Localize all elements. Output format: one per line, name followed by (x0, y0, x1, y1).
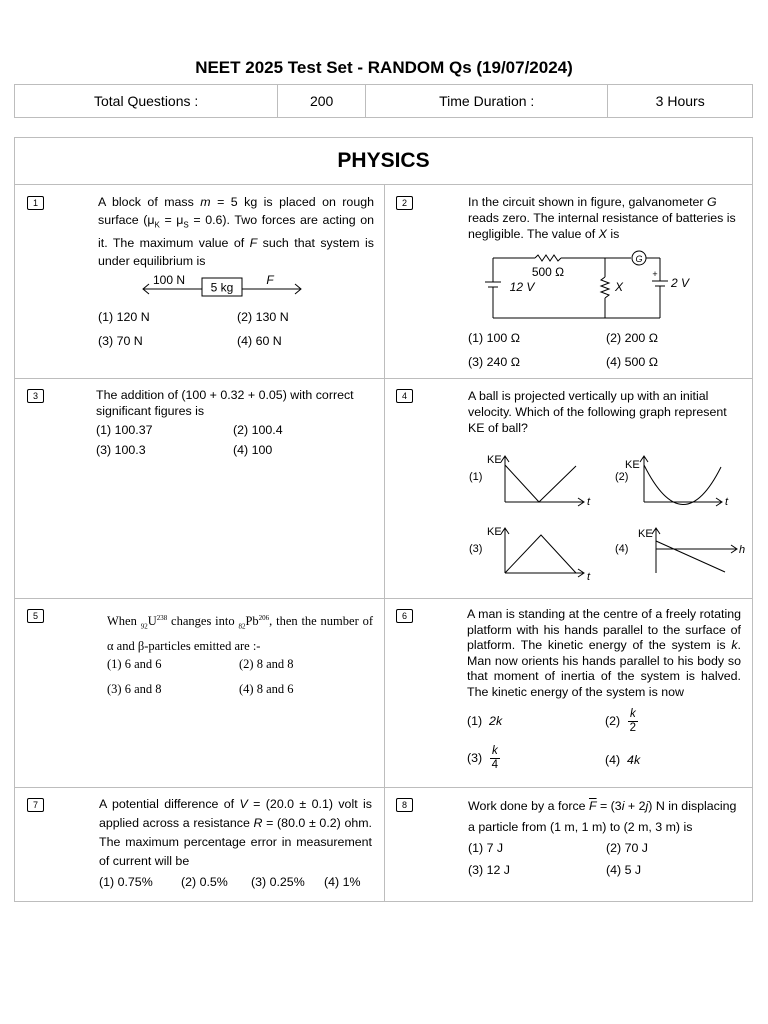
option-3: (3) 0.25% (251, 875, 305, 889)
option-2: (2) 8 and 8 (239, 657, 294, 671)
graph-4-label: (4) (615, 543, 629, 555)
graph-4-ylabel: KE (638, 528, 653, 540)
graph-3-label: (3) (469, 543, 483, 555)
option-1: (1) 120 N (98, 310, 150, 324)
unknown-resistor-label: X (614, 280, 624, 294)
column-divider (384, 185, 385, 901)
option-3: (3) 240 Ω (468, 355, 520, 369)
time-duration-value: 3 Hours (655, 93, 705, 109)
option-1: (1) 0.75% (99, 875, 153, 889)
option-1: (1) 2k (467, 714, 503, 728)
question-text: The addition of (100 + 0.32 + 0.05) with correct significant figures is (96, 388, 354, 418)
question-number: 1 (27, 196, 44, 210)
total-questions-value: 200 (278, 85, 366, 117)
row-divider (15, 378, 752, 379)
question-text: In the circuit shown in figure, galvanometer G reads zero. The internal resistance of batteries is negligible. The value of X is (468, 195, 736, 241)
row-divider (15, 598, 752, 599)
option-4: (4) 8 and 6 (239, 682, 294, 696)
question-text: Work done by a force $\overline{F} = (3i + 2j)$ N in displacing a particle from (1 m, 1 m) to (2 m, 3 m) is (468, 799, 737, 834)
row-divider (15, 787, 752, 788)
question-text: A ball is projected vertically up with an initial velocity. Which of the following graph represent KE of ball? (468, 389, 727, 435)
option-3: (3) 12 J (468, 863, 511, 877)
graph-1-xlabel: t (587, 496, 591, 508)
question-text: When $_{92}U^{238}$ changes into $_{82}Pb^{206}$, then the number of α and β-particles emitted are :- (107, 614, 373, 653)
plus-sign: + (652, 269, 658, 279)
option-3: (3) 70 N (98, 334, 143, 348)
option-3: (3) 6 and 8 (107, 682, 162, 696)
option-2: (2) $\frac{k}{2}$ (605, 708, 637, 734)
option-1: (1) 6 and 6 (107, 657, 162, 671)
block-label: 5 kg (210, 280, 234, 295)
graph-1-label: (1) (469, 471, 483, 483)
option-1: (1) 100.37 (96, 423, 153, 437)
option-3: (3) 100.3 (96, 443, 146, 457)
question-number: 2 (396, 196, 413, 210)
graph-2-label: (2) (615, 471, 629, 483)
option-4: (4) 4k (605, 753, 641, 767)
question-number: 7 (27, 798, 44, 812)
right-force-label: F (266, 273, 274, 287)
left-force-label: 100 N (152, 273, 186, 287)
question-sheet (14, 137, 753, 902)
option-4: (4) 60 N (237, 334, 282, 348)
option-1: (1) 100 Ω (468, 331, 520, 345)
option-4: (4) 5 J (606, 863, 642, 877)
option-1: (1) 7 J (468, 841, 504, 855)
graph-2-ylabel: KE (625, 459, 640, 471)
question-number: 4 (396, 389, 413, 403)
graph-2-xlabel: t (725, 496, 729, 508)
option-2: (2) 0.5% (181, 875, 228, 889)
question-text: A block of mass m = 5 kg is placed on rough surface $(\mu_K = \mu_S = 0.6)$. Two forces are acting on it. The maximum value of F such that system is under equilibrium is (98, 195, 374, 269)
question-number: 6 (396, 609, 413, 623)
graph-3-xlabel: t (587, 571, 591, 583)
option-2: (2) 130 N (237, 310, 289, 324)
battery-1-label: 12 V (509, 280, 535, 294)
forces-on-block-diagram (141, 272, 303, 302)
page-title: NEET 2025 Test Set - RANDOM Qs (19/07/2024) (195, 58, 573, 77)
total-questions-label: Total Questions : (15, 85, 278, 117)
option-2: (2) 100.4 (233, 423, 283, 437)
question-number: 3 (27, 389, 44, 403)
option-4: (4) 500 Ω (606, 355, 658, 369)
graph-4-xlabel: h (739, 544, 746, 556)
ke-graph-options (463, 443, 746, 588)
option-2: (2) 70 J (606, 841, 649, 855)
question-number: 5 (27, 609, 44, 623)
graph-1-ylabel: KE (487, 454, 502, 466)
galvanometer-label: G (635, 254, 643, 264)
resistor-label: 500 Ω (531, 265, 565, 279)
option-4: (4) 1% (324, 875, 361, 889)
graph-3-ylabel: KE (487, 526, 502, 538)
circuit-diagram (485, 246, 705, 322)
option-2: (2) 200 Ω (606, 331, 658, 345)
battery-2-label: 2 V (670, 276, 690, 290)
question-number: 8 (396, 798, 413, 812)
option-3: (3) $\frac{k}{4}$ (467, 745, 499, 771)
subject-heading: PHYSICS (15, 138, 752, 185)
question-text: A man is standing at the centre of a freely rotating platform with his hands parallel to the surface of platform. The kinetic energy of the system is k. Man now orients his hands parallel to his body so that moment of inertia of the system is halved. The kinetic energy of the system is now (467, 607, 741, 699)
time-duration-label: Time Duration : (366, 85, 608, 117)
question-text: A potential difference of V = (20.0 ± 0.1) volt is applied across a resistance R = (80.0 ± 0.2) ohm. The maximum percentage error in measurement of current will be (99, 797, 373, 868)
test-info-table (14, 84, 753, 118)
option-4: (4) 100 (233, 443, 273, 457)
